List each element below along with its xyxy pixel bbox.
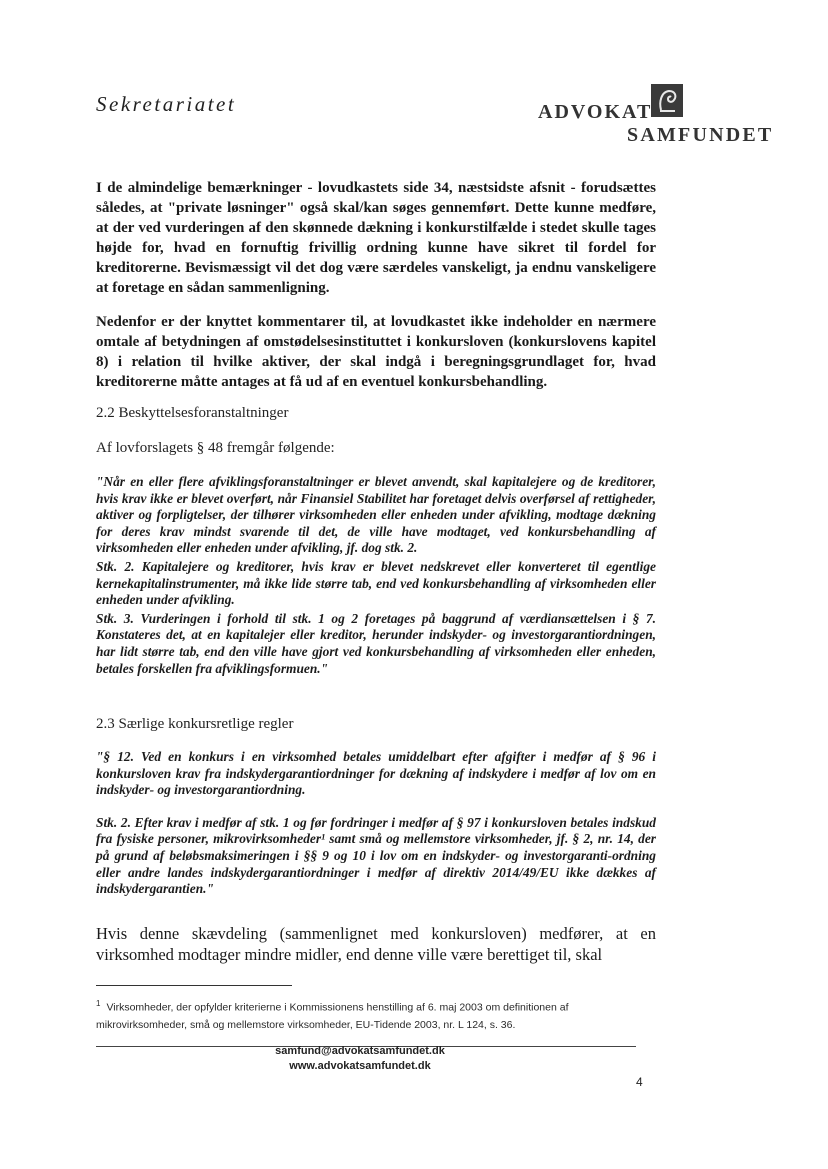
footnote — [96, 995, 656, 1034]
legal-quote — [96, 749, 656, 898]
brand-name-top: ADVOKAT — [538, 101, 653, 123]
advokatsamfundet-logo-icon — [651, 84, 683, 117]
body-paragraph: Nedenfor er der knyttet kommentarer til, at lovudkastet ikke indeholder en nærmere omtale af betydningen af omstødelsesinstituttet i konkursloven (konkurslovens kapitel 8) i relation til hvilke aktiver, der skal indgå i beregningsgrundlaget for, hvad kreditorerne måtte antages at få ud af en eventuel konkursbehandling. — [96, 314, 656, 390]
body-paragraph: I de almindelige bemærkninger - lovudkastets side 34, næstsidste afsnit - forudsættes således, at "private løsninger" også skal/kan søges gennemført. Dette kunne medføre, at der ved vurderingen af den skønnede dækning i konkurstilfælde i stedet skulle tages højde for, hvad en fornuftig frivillig ordning kunne have sikret til fordel for kreditorerne. Bevismæssigt vil det dog være særdeles vanskeligt, ja endnu vanskeligere at foretage en sådan sammenligning. — [96, 180, 656, 296]
body-paragraph: Hvis denne skævdeling (sammenlignet med konkursloven) medfører, at en virksomhed modtager mindre midler, end denne ville være berettiget til, skal — [96, 924, 656, 964]
footnote-divider — [96, 985, 292, 986]
footnote-text: Virksomheder, der opfylder kriterierne i Kommissionens henstilling af 6. maj 2003 om definitionen af mikrovirksomheder, små og mellemstore virksomheder, EU-Tidende 2003, nr. L 124, s. 36. — [96, 1001, 569, 1031]
quote-paragraph: "§ 12. Ved en konkurs i en virksomhed betales umiddelbart efter afgifter i medfør af § 96 i konkursloven krav fra indskydergarantiordninger for dækning af indskydere i medfør af lov om en indskyder- og investorgarantiordning. — [96, 749, 656, 798]
quote-paragraph: "Når en eller flere afviklingsforanstaltninger er blevet anvendt, skal kapitalejere og de kreditorer, hvis krav ikke er blevet overført, når Finansiel Stabilitet har foretaget delvis overførsel af rettigheder, aktiver og forpligtelser, der tilhører virksomheden eller enheden under afvikling, modtage dækning for deres krav mindst svarende til det, de ville have modtaget, ved konkursbehandling af virksomheden eller enheden under afvikling, jf. dog stk. 2. — [96, 474, 656, 556]
footnote-marker: 1 — [96, 999, 101, 1008]
footer-website-link[interactable]: www.advokatsamfundet.dk — [289, 1060, 431, 1072]
footer-email-link[interactable]: samfund@advokatsamfundet.dk — [275, 1045, 445, 1057]
brand-name-bottom: SAMFUNDET — [627, 124, 774, 146]
section-intro: Af lovforslagets § 48 fremgår følgende: — [96, 440, 335, 456]
quote-paragraph: Stk. 2. Efter krav i medfør af stk. 1 og før fordringer i medfør af § 97 i konkursloven betales indskud fra fysiske personer, mikrovirksomheder¹ samt små og mellemstore virksomheder, jf. § 2, nr. 14, der på grund af beløbsmaksimeringen i §§ 9 og 10 i lov om en indskyder- og investorgaranti-ordning eller andre landes indskydergarantiordninger i medfør af direktiv 2014/49/EU ikke dækkes af indskydergarantien." — [96, 814, 656, 897]
section-heading: 2.2 Beskyttelsesforanstaltninger — [96, 405, 289, 421]
page-number: 4 — [636, 1075, 643, 1089]
department-title: Sekretariatet — [96, 92, 237, 116]
quote-paragraph: Stk. 3. Vurderingen i forhold til stk. 1 og 2 foretages på baggrund af værdiansættelsen i § 7. Konstateres det, at en kapitalejer eller kreditor, herunder indskyder- og investorgarantiordningen, har lidt større tab, end den ville have gjort ved konkursbehandling af virksomheden eller enheden, betales forskellen fra afviklingsformuen." — [96, 610, 656, 676]
quote-paragraph: Stk. 2. Kapitalejere og kreditorer, hvis krav er blevet nedskrevet eller konverteret til egentlige kernekapitalinstrumenter, må ikke lide større tab, end ved konkursbehandling af virksomheden eller enheden under afvikling. — [96, 558, 656, 608]
section-heading: 2.3 Særlige konkursretlige regler — [96, 716, 294, 732]
legal-quote — [96, 474, 656, 677]
